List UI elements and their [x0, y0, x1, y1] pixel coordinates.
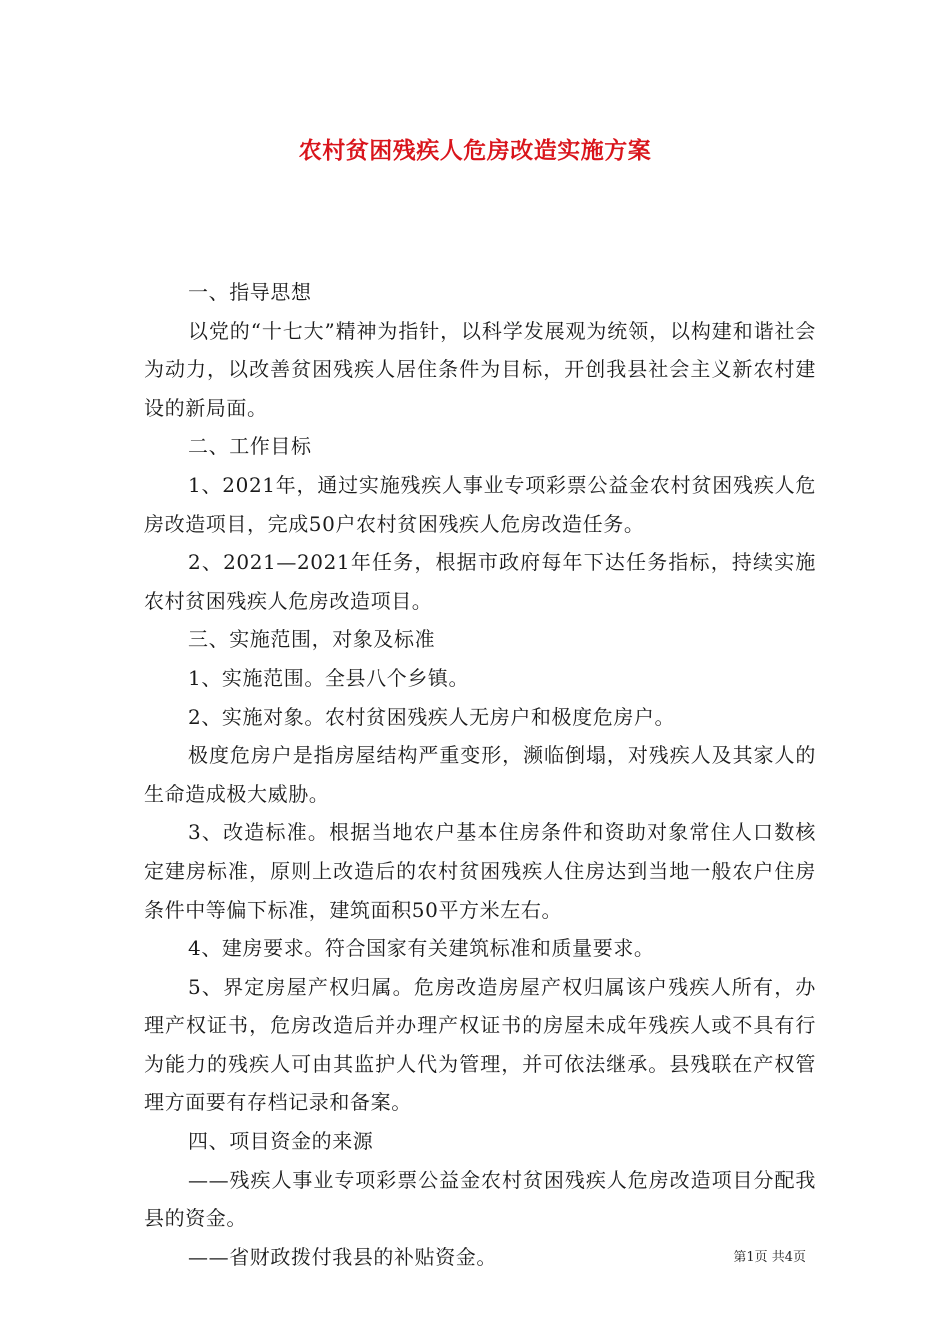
paragraph: 2、2021—2021年任务，根据市政府每年下达任务指标，持续实施农村贫困残疾人危房改造项目。 — [144, 550, 816, 613]
paragraph: 1、2021年，通过实施残疾人事业专项彩票公益金农村贫困残疾人危房改造项目，完成50户农村贫困残疾人危房改造任务。 — [144, 472, 816, 536]
heading-guiding-ideology: 一、指导思想 — [188, 280, 312, 304]
paragraph: 5、界定房屋产权归属。危房改造房屋产权归属该户残疾人所有，办理产权证书，危房改造后并办理产权证书的房屋未成年残疾人或不具有行为能力的残疾人可由其监护人代为管理，并可依法继承。县残联在产权管理方面要有存档记录和备案。 — [144, 974, 816, 1115]
paragraph: 极度危房户是指房屋结构严重变形，濒临倒塌，对残疾人及其家人的生命造成极大威胁。 — [144, 743, 816, 806]
heading-funding-sources: 四、项目资金的来源 — [188, 1129, 374, 1154]
paragraph: 4、建房要求。符合国家有关建筑标准和质量要求。 — [188, 936, 655, 961]
paragraph: ——省财政拨付我县的补贴资金。 — [188, 1244, 497, 1269]
document-body — [144, 273, 816, 1276]
paragraph: ——残疾人事业专项彩票公益金农村贫困残疾人危房改造项目分配我县的资金。 — [144, 1167, 816, 1231]
document-title: 农村贫困残疾人危房改造实施方案 — [298, 137, 652, 164]
page-footer: 第1页 共4页 — [733, 1250, 806, 1265]
paragraph: 2、实施对象。农村贫困残疾人无房户和极度危房户。 — [188, 704, 676, 729]
heading-work-goals: 二、工作目标 — [188, 434, 312, 459]
paragraph: 以党的“十七大”精神为指针，以科学发展观为统领，以构建和谐社会为动力，以改善贫困残疾人居住条件为目标，开创我县社会主义新农村建设的新局面。 — [144, 318, 816, 420]
paragraph: 3、改造标准。根据当地农户基本住房条件和资助对象常住人口数核定建房标准，原则上改造后的农村贫困残疾人住房达到当地一般农户住房条件中等偏下标准，建筑面积50平方米左右。 — [144, 820, 816, 922]
heading-scope-targets-standards: 三、实施范围，对象及标准 — [188, 627, 436, 652]
paragraph: 1、实施范围。全县八个乡镇。 — [188, 665, 470, 690]
